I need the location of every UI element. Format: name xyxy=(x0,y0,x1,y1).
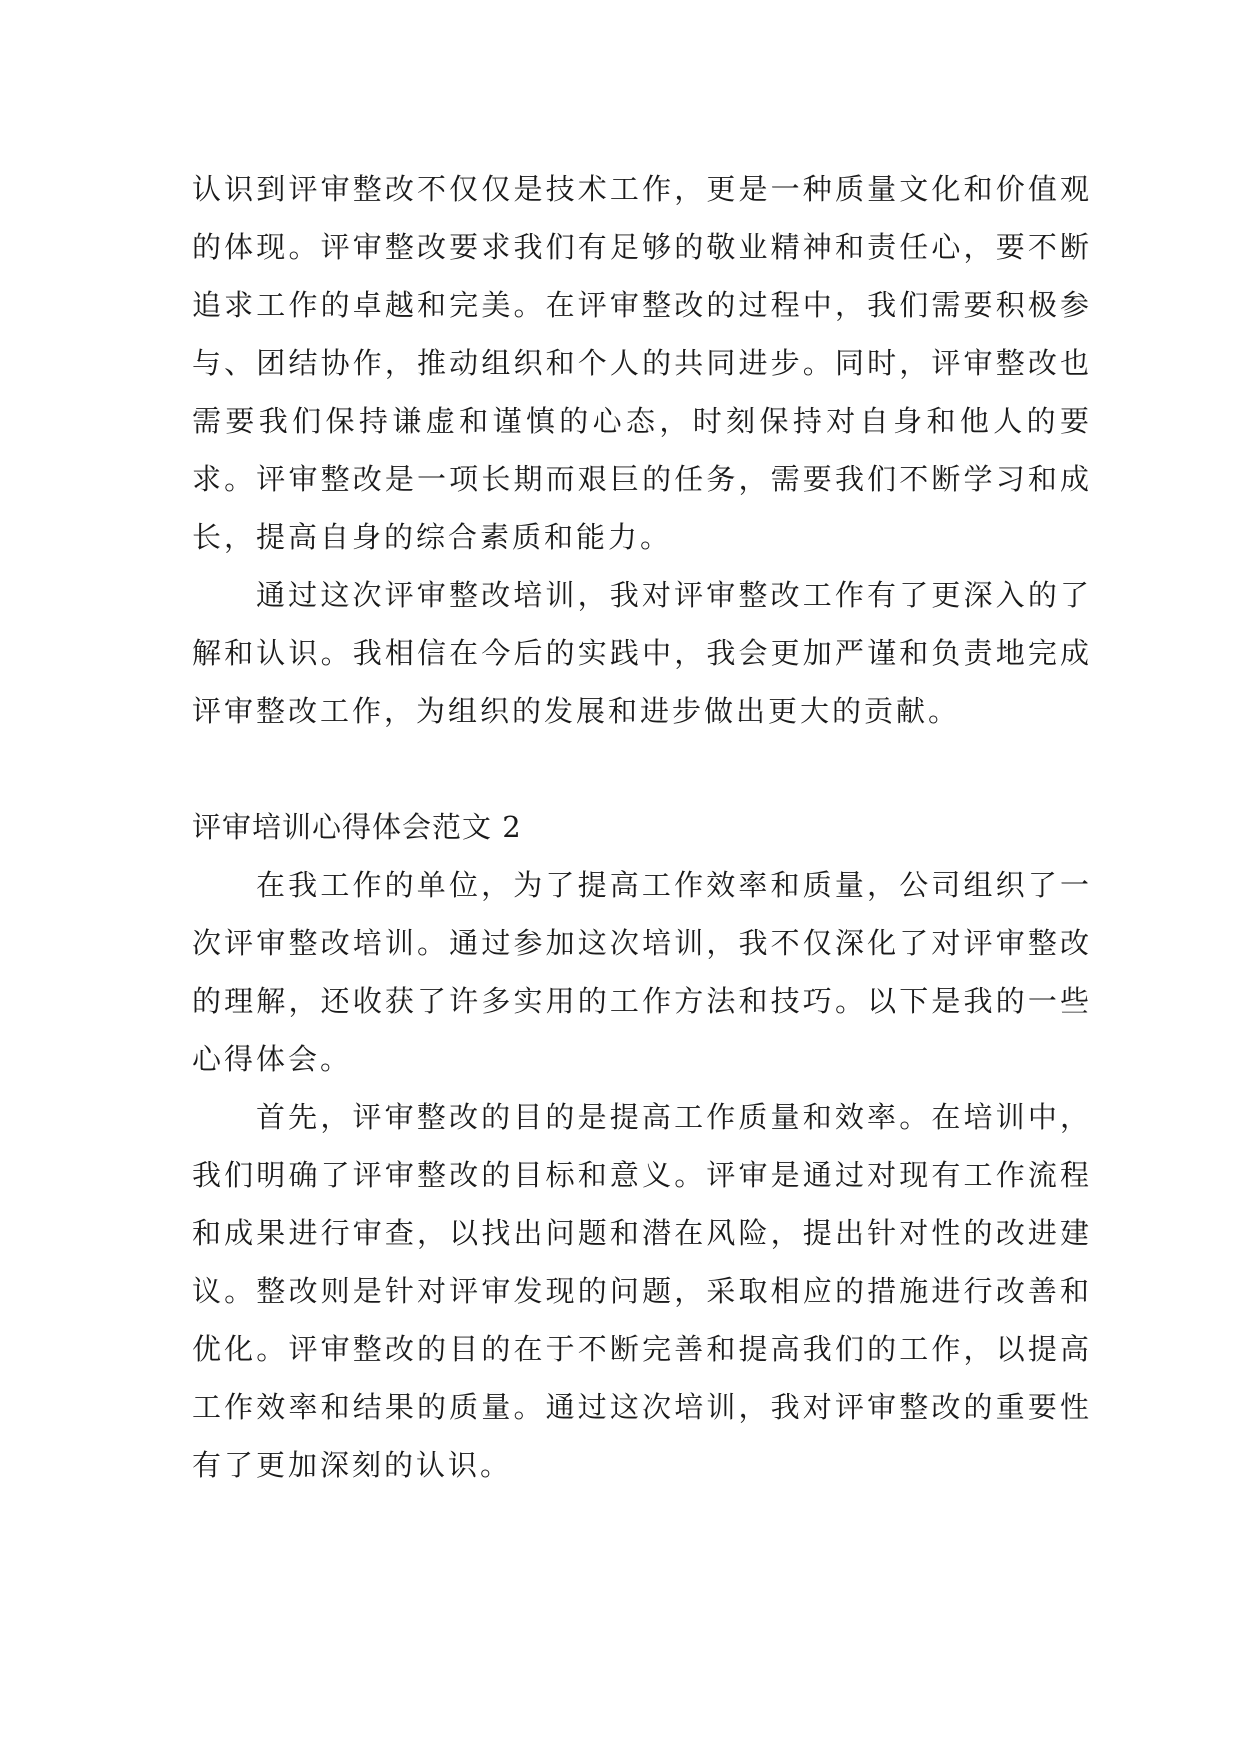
paragraph-3: 在我工作的单位，为了提高工作效率和质量，公司组织了一次评审整改培训。通过参加这次培训，我不仅深化了对评审整改的理解，还收获了许多实用的工作方法和技巧。以下是我的一些心得体会。 xyxy=(192,868,1092,1076)
paragraph-4: 首先，评审整改的目的是提高工作质量和效率。在培训中，我们明确了评审整改的目标和意义。评审是通过对现有工作流程和成果进行审查，以找出问题和潜在风险，提出针对性的改进建议。整改则是针对评审发现的问题，采取相应的措施进行改善和优化。评审整改的目的在于不断完善和提高我们的工作，以提高工作效率和结果的质量。通过这次培训，我对评审整改的重要性有了更加深刻的认识。 xyxy=(192,1100,1092,1482)
document-body xyxy=(192,160,1092,1494)
section-heading: 评审培训心得体会范文 2 xyxy=(192,810,522,844)
paragraph-1: 认识到评审整改不仅仅是技术工作，更是一种质量文化和价值观的体现。评审整改要求我们有足够的敬业精神和责任心，要不断追求工作的卓越和完美。在评审整改的过程中，我们需要积极参与、团结协作，推动组织和个人的共同进步。同时，评审整改也需要我们保持谦虚和谨慎的心态，时刻保持对自身和他人的要求。评审整改是一项长期而艰巨的任务，需要我们不断学习和成长，提高自身的综合素质和能力。 xyxy=(192,172,1092,554)
paragraph-2: 通过这次评审整改培训，我对评审整改工作有了更深入的了解和认识。我相信在今后的实践中，我会更加严谨和负责地完成评审整改工作，为组织的发展和进步做出更大的贡献。 xyxy=(192,578,1092,728)
